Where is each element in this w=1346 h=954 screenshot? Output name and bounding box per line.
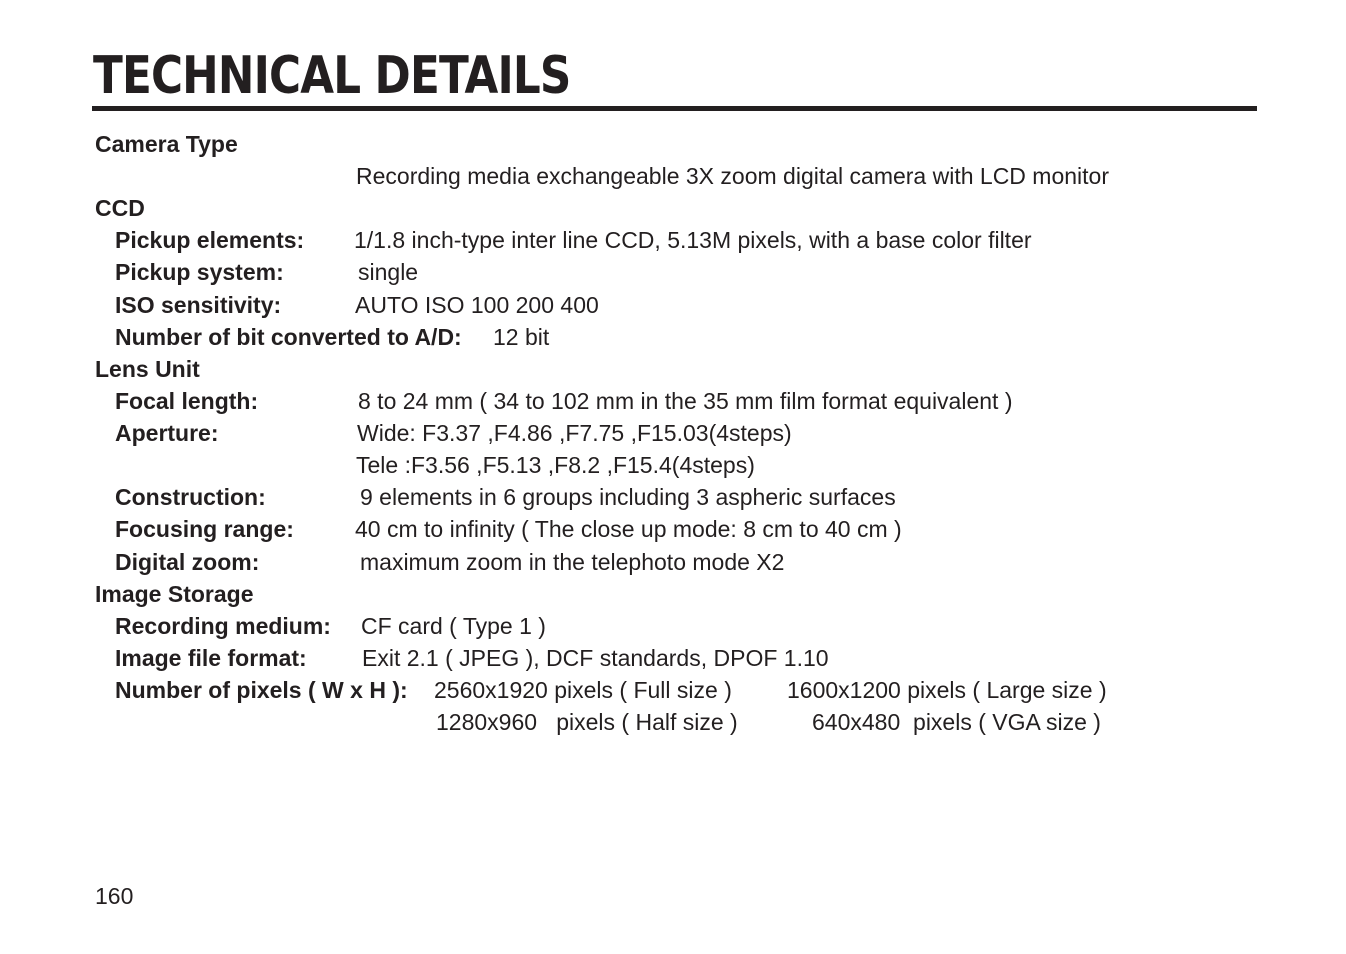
pickup-elements-value: 1/1.8 inch-type inter line CCD, 5.13M pixels, with a base color filter [354, 227, 1032, 253]
bit-converted-label: Number of bit converted to A/D: [115, 324, 462, 350]
pickup-system-label: Pickup system: [115, 259, 284, 285]
camera-type-heading: Camera Type [95, 131, 238, 157]
focusing-range-label: Focusing range: [115, 516, 294, 542]
digital-zoom-label: Digital zoom: [115, 549, 260, 575]
aperture-tele-value: Tele :F3.56 ,F5.13 ,F8.2 ,F15.4(4steps) [356, 452, 755, 478]
iso-sensitivity-value: AUTO ISO 100 200 400 [355, 292, 599, 318]
ccd-heading: CCD [95, 195, 145, 221]
focal-length-label: Focal length: [115, 388, 259, 414]
iso-sensitivity-label: ISO sensitivity: [115, 292, 282, 318]
pickup-system-value: single [358, 259, 419, 285]
page-title: TECHNICAL DETAILS [93, 46, 571, 106]
focal-length-value: 8 to 24 mm ( 34 to 102 mm in the 35 mm film format equivalent ) [358, 388, 1013, 414]
pixels-large-value: 1600x1200 pixels ( Large size ) [787, 677, 1107, 703]
lens-unit-heading: Lens Unit [95, 356, 200, 382]
recording-medium-value: CF card ( Type 1 ) [361, 613, 546, 639]
digital-zoom-value: maximum zoom in the telephoto mode X2 [360, 549, 785, 575]
pixels-label: Number of pixels ( W x H ): [115, 677, 408, 703]
title-rule [92, 106, 1257, 111]
camera-type-value: Recording media exchangeable 3X zoom digital camera with LCD monitor [356, 163, 1109, 189]
image-file-format-value: Exit 2.1 ( JPEG ), DCF standards, DPOF 1.10 [362, 645, 829, 671]
pixels-half-value: 1280x960 pixels ( Half size ) [436, 709, 738, 735]
pickup-elements-label: Pickup elements: [115, 227, 305, 253]
pixels-vga-value: 640x480 pixels ( VGA size ) [812, 709, 1101, 735]
page-number: 160 [95, 883, 134, 909]
image-storage-heading: Image Storage [95, 581, 254, 607]
focusing-range-value: 40 cm to infinity ( The close up mode: 8 cm to 40 cm ) [355, 516, 902, 542]
aperture-wide-value: Wide: F3.37 ,F4.86 ,F7.75 ,F15.03(4steps) [357, 420, 792, 446]
construction-label: Construction: [115, 484, 266, 510]
pixels-full-value: 2560x1920 pixels ( Full size ) [434, 677, 732, 703]
aperture-label: Aperture: [115, 420, 219, 446]
image-file-format-label: Image file format: [115, 645, 307, 671]
recording-medium-label: Recording medium: [115, 613, 331, 639]
construction-value: 9 elements in 6 groups including 3 aspheric surfaces [360, 484, 896, 510]
bit-converted-value: 12 bit [493, 324, 550, 350]
